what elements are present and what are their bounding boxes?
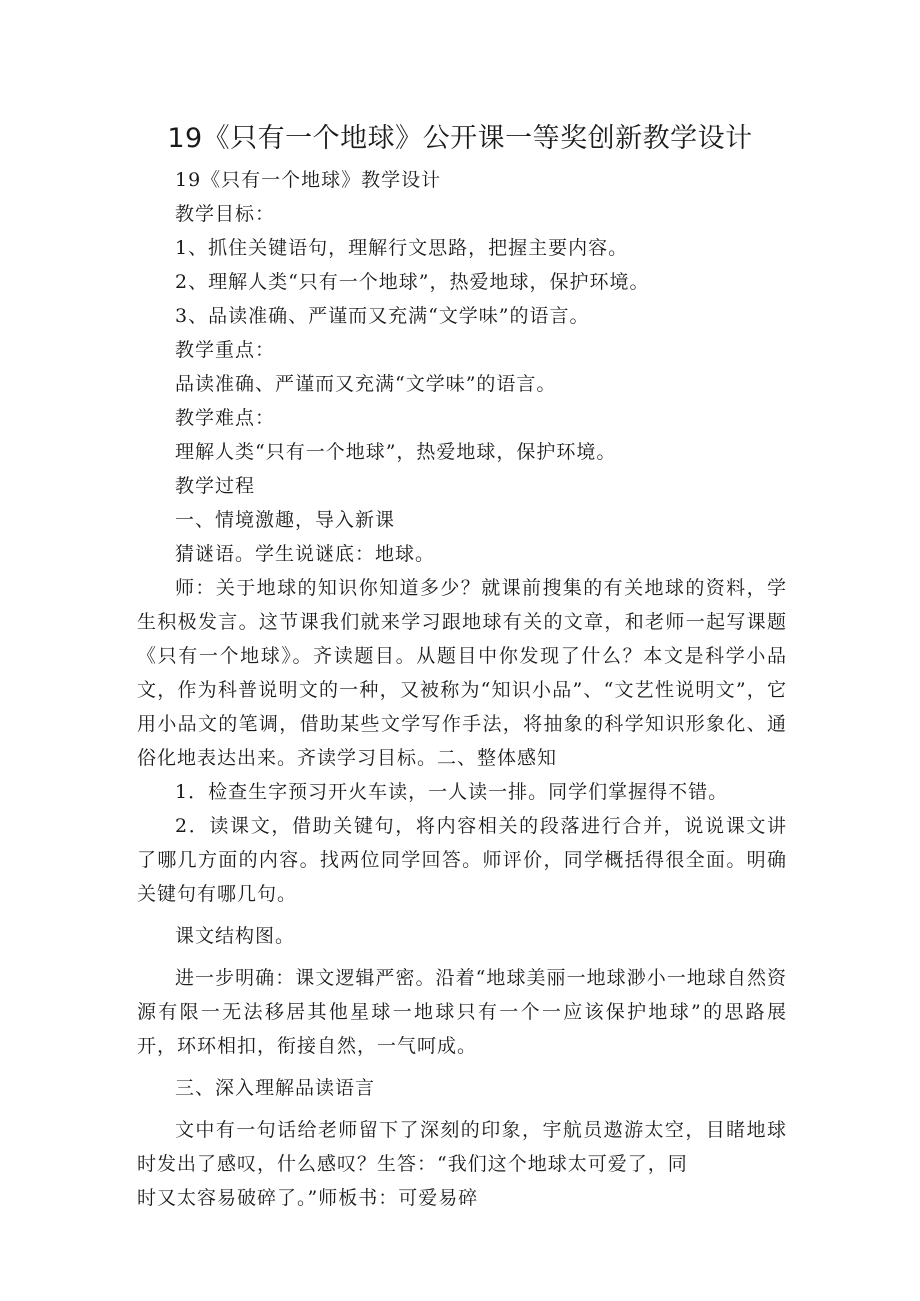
key-text: 品读准确、严谨而又充满“文学味”的语言。	[175, 373, 557, 395]
deep-paragraph: 文中有一句话给老师留下了深刻的印象，宇航员遨游太空，目睹地球时发出了感叹，什么感叹？生答：“我们这个地球太可爱了，同	[137, 1119, 787, 1175]
document-body	[137, 163, 787, 1215]
goal-item: 2、理解人类“只有一个地球”，热爱地球，保护环境。	[175, 271, 650, 293]
difficulty-heading: 教学难点：	[175, 407, 276, 429]
deep-paragraph-end: 时又太容易破碎了。”师板书：可爱易碎	[137, 1187, 479, 1209]
section-heading: 三、深入理解品读语言	[175, 1077, 376, 1099]
step-item: 2．读课文，借助关键句，将内容相关的段落进行合并，说说课文讲了哪几方面的内容。找两位同学回答。师评价，同学概括得很全面。明确关键句有哪几句。	[137, 815, 787, 905]
document-title: 19《只有一个地球》公开课一等奖创新教学设计	[167, 123, 753, 154]
step-item: 1．检查生字预习开火车读，一人读一排。同学们掌握得不错。	[175, 781, 729, 803]
process-heading: 教学过程	[175, 475, 256, 497]
goal-item: 3、品读准确、严谨而又充满“文学味”的语言。	[175, 305, 590, 327]
key-heading: 教学重点：	[175, 339, 276, 361]
teacher-paragraph: 师：关于地球的知识你知道多少？就课前搜集的有关地球的资料，学生积极发言。这节课我们就来学习跟地球有关的文章，和老师一起写课题《只有一个地球》。齐读题目。从题目中你发现了什么？本文是科学小品文，作为科普说明文的一种，又被称为“知识小品”、“文艺性说明文”，它用小品文的笔调，借助某些文学写作手法，将抽象的科学知识形象化、通俗化地表达出来。齐读学习目标。二、整体感知	[137, 577, 787, 769]
goals-heading: 教学目标：	[175, 203, 276, 225]
difficulty-text: 理解人类“只有一个地球”，热爱地球，保护环境。	[175, 441, 617, 463]
goal-item: 1、抓住关键语句，理解行文思路，把握主要内容。	[175, 237, 629, 259]
subtitle: 19《只有一个地球》教学设计	[175, 169, 442, 191]
structure-text: 课文结构图。	[175, 925, 296, 947]
section-heading: 一、情境激趣，导入新课	[175, 509, 396, 531]
riddle-text: 猜谜语。学生说谜底：地球。	[175, 543, 436, 565]
further-paragraph: 进一步明确：课文逻辑严密。沿着“地球美丽一地球渺小一地球自然资源有限一无法移居其他星球一地球只有一个一应该保护地球”的思路展开，环环相扣，衔接自然，一气呵成。	[137, 967, 787, 1057]
